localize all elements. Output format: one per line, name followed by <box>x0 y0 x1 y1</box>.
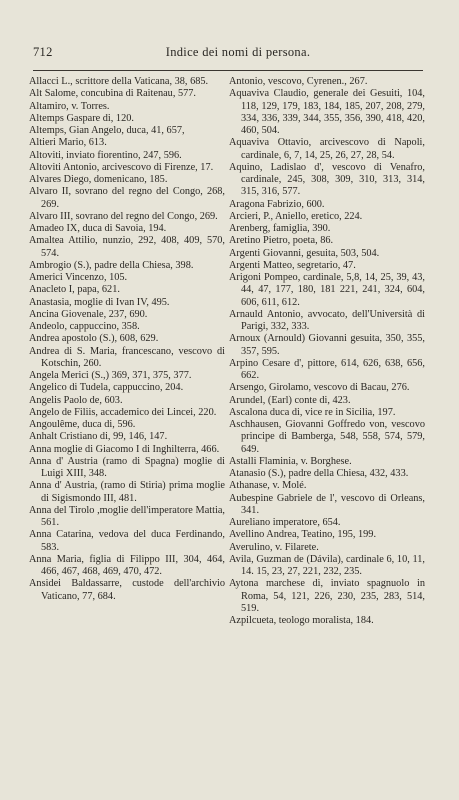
index-entry: Ansidei Baldassarre, custode dell'archivio Vaticano, 77, 684. <box>29 578 225 602</box>
index-entry: Ascalona duca di, vice re in Sicilia, 197. <box>229 406 396 418</box>
index-column-right <box>229 76 425 627</box>
index-entry: Arnoux (Arnould) Giovanni gesuita, 350, 355, 357, 595. <box>229 333 425 357</box>
index-entry: Anhalt Cristiano di, 99, 146, 147. <box>29 431 168 443</box>
index-entry: Angela Merici (S.,) 369, 371, 375, 377. <box>29 370 192 381</box>
index-entry: Allacci L., scrittore della Vaticana, 38, 685. <box>29 76 209 87</box>
index-entry: Anastasia, moglie di Ivan IV, 495. <box>29 296 170 308</box>
index-entry: Aquino, Ladislao d', vescovo di Venafro, cardinale, 245, 308, 309, 310, 313, 314, 315, 316, 577. <box>229 161 425 198</box>
index-entry: Aquaviva Claudio, generale dei Gesuiti, 104, 118, 129, 179, 183, 184, 185, 207, 208, 279, 334, 336, 339, 344, 355, 356, 390, 418, 420, 460, 504. <box>229 88 425 136</box>
index-entry: Anna del Tirolo ,moglie dell'imperatore Mattia, 561. <box>29 504 225 528</box>
index-entry: Azpilcueta, teologo moralista, 184. <box>229 615 374 626</box>
index-entry: Amadeo IX, duca di Savoia, 194. <box>29 223 167 234</box>
index-entry: Altemps Gaspare di, 120. <box>29 112 134 124</box>
running-title: Indice dei nomi di persona. <box>165 45 311 59</box>
index-entry: Angelico di Tudela, cappuccino, 204. <box>29 382 184 394</box>
index-entry: Averulino, v. Filarete. <box>229 541 319 553</box>
index-entry: Aubespine Gabriele de l', vescovo di Orleans, 341. <box>229 492 425 516</box>
index-entry: Angelis Paolo de, 603. <box>29 394 123 406</box>
index-entry: Aquaviva Ottavio, arcivescovo di Napoli, cardinale, 6, 7, 14, 25, 26, 27, 28, 54. <box>229 137 425 161</box>
index-column-left <box>29 76 225 603</box>
index-entry: Amaltea Attilio, nunzio, 292, 408, 409, 570, 574. <box>29 235 225 259</box>
index-entry: Avellino Andrea, Teatino, 195, 199. <box>229 529 377 541</box>
index-entry: Arundel, (Earl) conte di, 423. <box>229 394 351 406</box>
index-entry: Arcieri, P., Aniello, eretico, 224. <box>229 210 363 222</box>
index-entry: Anna d' Austria, (ramo di Stiria) prima moglie di Sigismondo III, 481. <box>29 480 225 504</box>
index-entry: Alvaro II, sovrano del regno del Congo, 268, 269. <box>29 186 225 210</box>
header-rule <box>33 70 423 71</box>
index-entry: Angelo de Filiis, accademico dei Lincei, 220. <box>29 406 217 418</box>
index-entry: Arigoni Pompeo, cardinale, 5,8, 14, 25, 39, 43, 44, 47, 177, 180, 181 221, 241, 324, 604, 606, 611, 612. <box>229 272 425 308</box>
index-entry: Aragona Fabrizio, 600. <box>229 198 325 210</box>
index-entry: Aytona marchese di, inviato spagnuolo in Roma, 54, 121, 226, 230, 235, 283, 514, 519. <box>229 578 425 614</box>
index-entry: Aureliano imperatore, 654. <box>229 517 341 528</box>
index-entry: Athanase, v. Molé. <box>229 480 307 492</box>
index-entry: Arsengo, Girolamo, vescovo di Bacau, 276. <box>229 382 410 394</box>
index-entry: Anna moglie di Giacomo I di Inghilterra, 466. <box>29 443 220 455</box>
index-entry: Atanasio (S.), padre della Chiesa, 432, 433. <box>229 468 409 479</box>
index-entry: Alvares Diego, domenicano, 185. <box>29 174 168 185</box>
index-entry: Anna d' Austria (ramo di Spagna) moglie di Luigi XIII, 348. <box>29 455 225 479</box>
index-entry: Anna Maria, figlia di Filippo III, 304, 464, 466, 467, 468, 469, 470, 472. <box>29 553 225 577</box>
index-entry: Astalli Flaminia, v. Borghese. <box>229 455 352 467</box>
index-entry: Altamiro, v. Torres. <box>29 100 110 112</box>
index-entry: Alvaro III, sovrano del regno del Congo, 269. <box>29 210 218 222</box>
index-entry: Angoulême, duca di, 596. <box>29 419 136 430</box>
index-entry: Ancina Giovenale, 237, 690. <box>29 308 148 320</box>
index-entry: Avila, Guzman de (Dávila), cardinale 6, 10, 11, 14. 15, 23, 27, 221, 232, 235. <box>229 553 425 577</box>
index-entry: Aschhausen, Giovanni Goffredo von, vescovo principe di Bamberga, 548, 558, 574, 579, 649. <box>229 419 425 455</box>
index-entry: Argenti Giovanni, gesuita, 503, 504. <box>229 247 380 259</box>
index-entry: Andeolo, cappuccino, 358. <box>29 321 140 332</box>
index-entry: Arpino Cesare d', pittore, 614, 626, 638, 656, 662. <box>229 357 425 381</box>
index-entry: Aretino Pietro, poeta, 86. <box>229 235 334 247</box>
index-entry: Argenti Matteo, segretario, 47. <box>229 259 356 271</box>
index-entry: Antonio, vescovo, Cyrenen., 267. <box>229 76 368 87</box>
index-entry: Altemps, Gian Angelo, duca, 41, 657, <box>29 125 185 136</box>
index-entry: Anna Catarina, vedova del duca Ferdinando, 583. <box>29 529 225 553</box>
index-entry: Altoviti Antonio, arcivescovo di Firenze, 17. <box>29 161 214 173</box>
index-entry: Ambrogio (S.), padre della Chiesa, 398. <box>29 259 194 271</box>
page-header <box>33 45 423 65</box>
index-entry: Americi Vincenzo, 105. <box>29 272 128 283</box>
index-entry: Arnauld Antonio, avvocato, dell'Università di Parigi, 332, 333. <box>229 308 425 332</box>
index-entry: Altieri Mario, 613. <box>29 137 107 149</box>
index-entry: Alt Salome, concubina di Raitenau, 577. <box>29 88 197 100</box>
index-entry: Anacleto I, papa, 621. <box>29 284 120 296</box>
index-entry: Altoviti, inviato fiorentino, 247, 596. <box>29 149 182 161</box>
index-entry: Andrea apostolo (S.), 608, 629. <box>29 333 159 345</box>
index-entry: Arenberg, famiglia, 390. <box>229 223 331 234</box>
page-number: 712 <box>33 45 53 59</box>
index-entry: Andrea di S. Maria, francescano, vescovo di Kotschin, 260. <box>29 345 225 369</box>
